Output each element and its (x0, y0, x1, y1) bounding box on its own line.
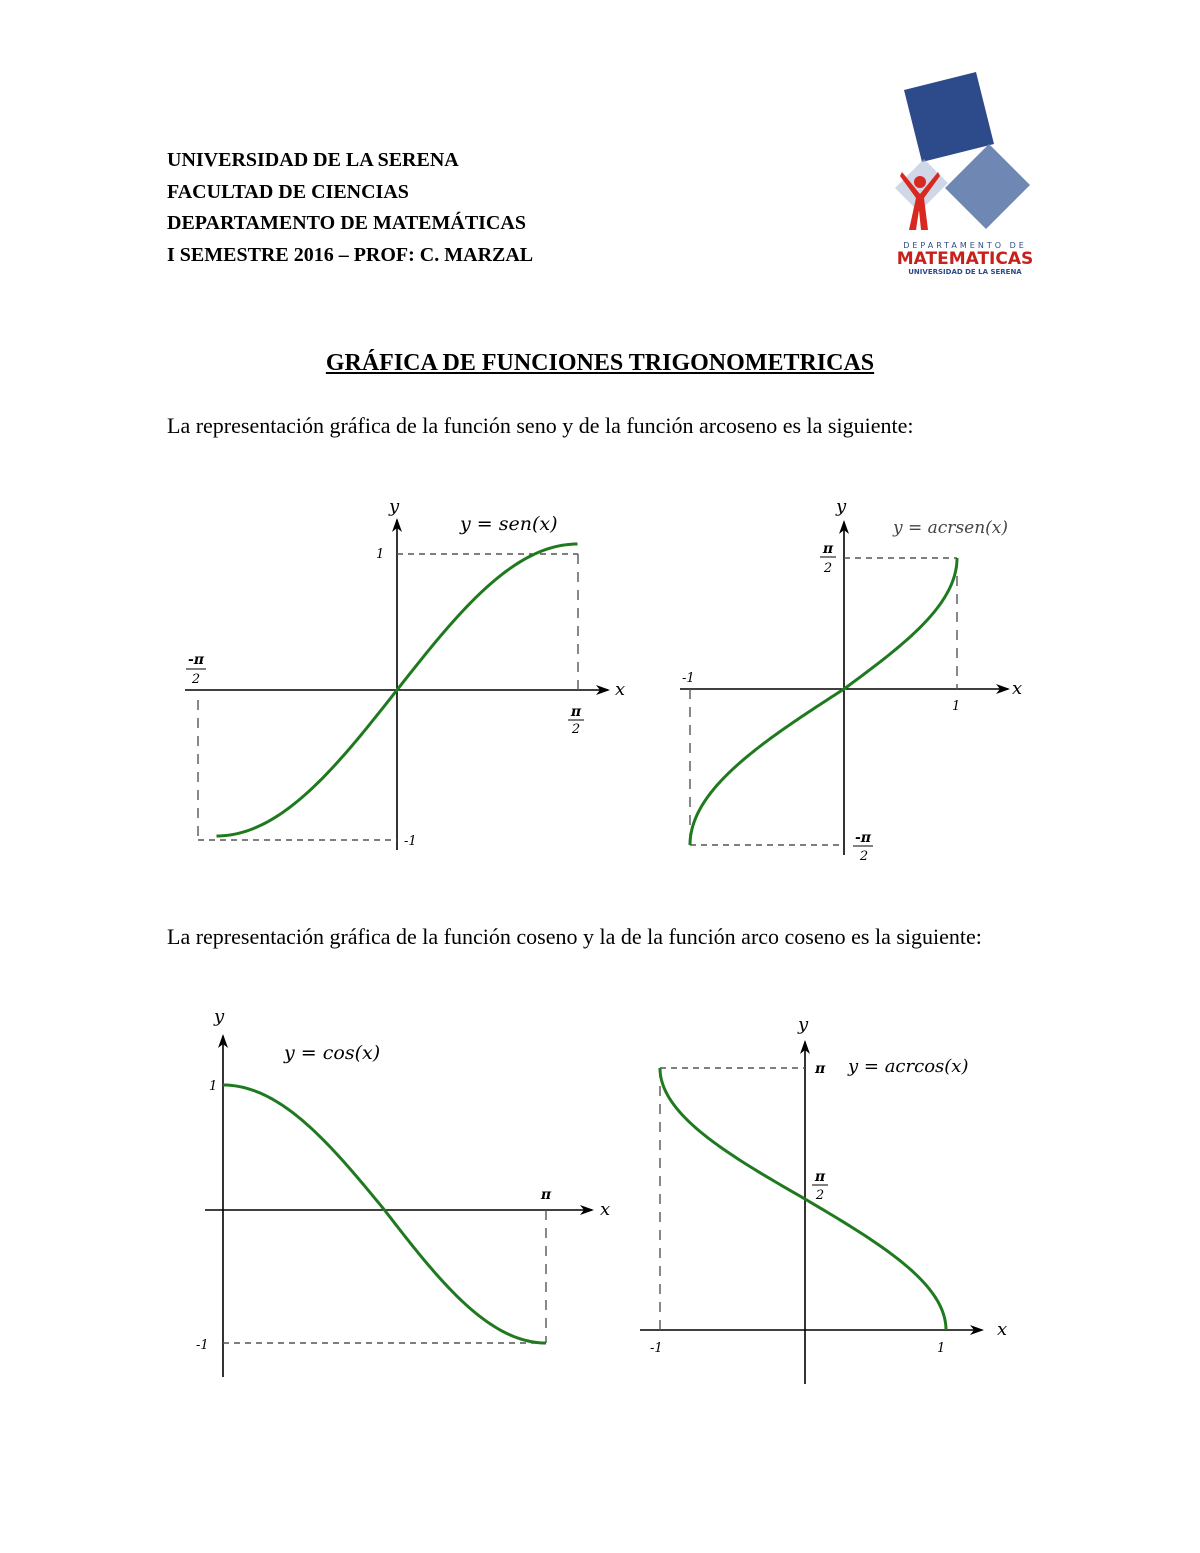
asin-y-top-num: π (822, 541, 834, 557)
acos-y-mid-num: π (814, 1169, 826, 1185)
faculty-name: FACULTAD DE CIENCIAS (167, 180, 409, 203)
asin-plot (680, 496, 1022, 864)
acos-y-mid-den: 2 (815, 1188, 825, 1203)
acos-y-label: y (798, 1014, 809, 1035)
sin-equation: y = sen(x) (460, 513, 558, 535)
cos-y-top-label: 1 (209, 1079, 218, 1094)
asin-y-bottom-den: 2 (859, 849, 869, 864)
department-name: DEPARTAMENTO DE MATEMÁTICAS (167, 212, 526, 234)
sin-x-label: x (615, 679, 626, 700)
acos-x-label: x (997, 1319, 1008, 1340)
asin-y-bottom-num: -π (854, 830, 872, 846)
logo-square-dark (904, 72, 994, 162)
acos-plot (640, 1014, 1007, 1384)
acos-y-top-label: π (815, 1061, 826, 1077)
sin-x-left-den: 2 (191, 672, 201, 687)
acos-equation: y = acrcos(x) (848, 1056, 969, 1077)
logo-line1: DEPARTAMENTO DE (903, 241, 1027, 250)
department-logo (890, 70, 1040, 280)
sin-y-top-label: 1 (376, 547, 385, 562)
asin-x-right-label: 1 (952, 699, 961, 714)
cos-equation: y = cos(x) (284, 1042, 381, 1064)
logo-figure-icon (900, 172, 940, 230)
sin-x-left-num: -π (187, 652, 205, 668)
sin-y-label: y (389, 496, 400, 517)
cos-y-bottom-label: -1 (196, 1338, 209, 1353)
cos-plot (196, 1006, 610, 1377)
asin-y-label: y (836, 496, 847, 517)
cos-y-label: y (214, 1006, 225, 1027)
institution-header (167, 145, 533, 271)
sin-curve (217, 544, 581, 836)
logo-line2: MATEMATICAS (896, 249, 1034, 269)
cos-x-label: x (600, 1199, 611, 1220)
cos-curve (223, 1085, 546, 1343)
university-name: UNIVERSIDAD DE LA SERENA (167, 149, 459, 171)
page-title: GRÁFICA DE FUNCIONES TRIGONOMETRICAS (325, 350, 875, 376)
acos-x-left-label: -1 (650, 1341, 663, 1356)
asin-x-label: x (1012, 678, 1023, 699)
logo-square-light (945, 144, 1030, 229)
acos-curve (660, 1068, 946, 1330)
semester-professor: I SEMESTRE 2016 – PROF: C. MARZAL (167, 243, 534, 266)
sin-x-right-den: 2 (571, 722, 581, 737)
asin-curve (690, 558, 957, 845)
intro-sin-paragraph: La representación gráfica de la función seno y de la función arcoseno es la siguiente: (167, 413, 914, 438)
asin-y-top-den: 2 (823, 561, 833, 576)
acos-x-right-label: 1 (937, 1341, 946, 1356)
sin-x-right-num: π (570, 704, 582, 720)
asin-equation: y = acrsen(x) (893, 518, 1009, 538)
asin-x-left-label: -1 (682, 671, 695, 686)
cos-x-right-label: π (540, 1187, 552, 1203)
sin-plot (185, 496, 625, 850)
sin-y-bottom-label: -1 (404, 834, 417, 849)
intro-cos-paragraph: La representación gráfica de la función coseno y la de la función arco coseno es la siguiente: (167, 924, 982, 949)
logo-line3: UNIVERSIDAD DE LA SERENA (908, 268, 1022, 276)
